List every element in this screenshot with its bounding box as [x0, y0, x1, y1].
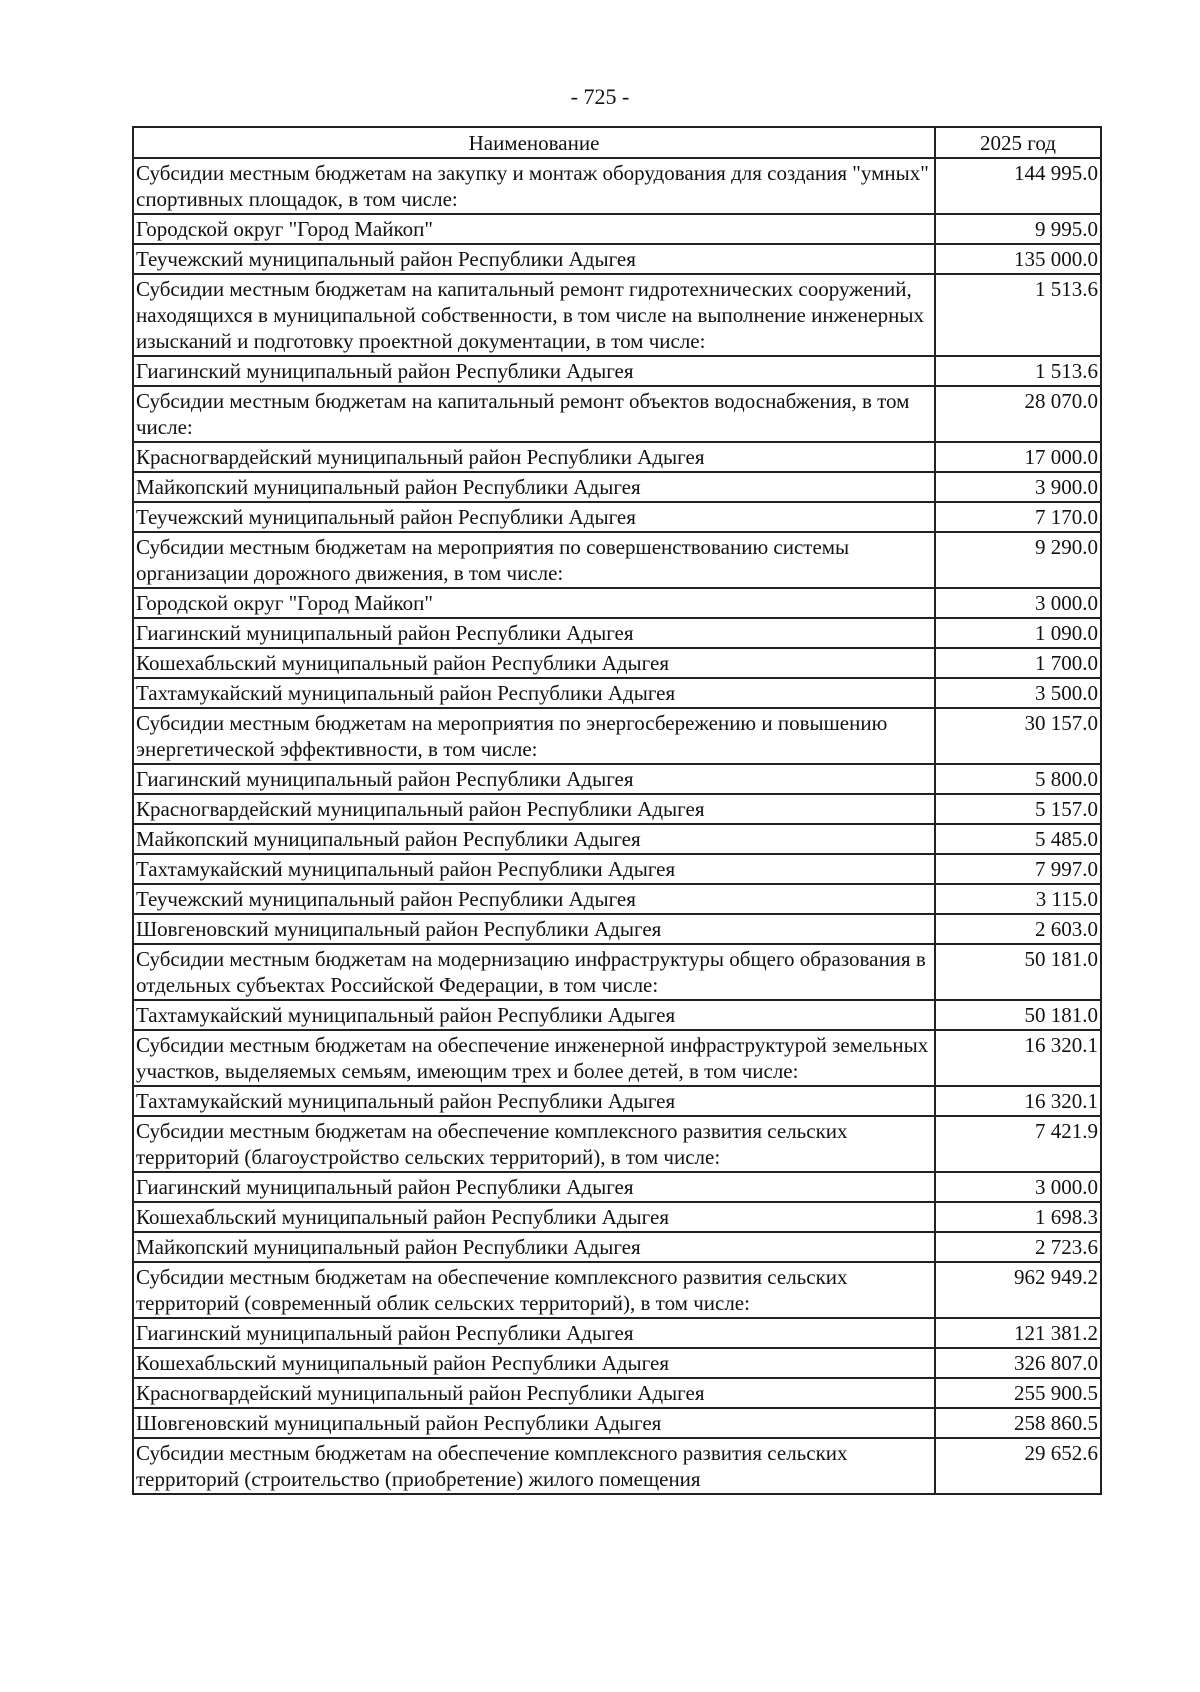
row-name: Субсидии местным бюджетам на обеспечение комплексного развития сельских территорий (благоустройство сельских территорий), в том числе:	[133, 1116, 935, 1172]
row-name: Кошехабльский муниципальный район Республики Адыгея	[133, 1348, 935, 1378]
row-value: 7 170.0	[935, 502, 1101, 532]
row-value: 3 000.0	[935, 588, 1101, 618]
table-row	[133, 1030, 1101, 1086]
row-value: 144 995.0	[935, 158, 1101, 214]
row-name: Субсидии местным бюджетам на капитальный ремонт гидротехнических сооружений, находящихся в муниципальной собственности, в том числе на выполнение инженерных изысканий и подготовку проектной документации, в том числе:	[133, 274, 935, 356]
table-row	[133, 588, 1101, 618]
row-value: 28 070.0	[935, 386, 1101, 442]
table-row	[133, 884, 1101, 914]
row-value: 1 700.0	[935, 648, 1101, 678]
row-value: 3 900.0	[935, 472, 1101, 502]
row-name: Субсидии местным бюджетам на мероприятия по совершенствованию системы организации дорожного движения, в том числе:	[133, 532, 935, 588]
row-value: 16 320.1	[935, 1086, 1101, 1116]
row-value: 5 800.0	[935, 764, 1101, 794]
row-name: Субсидии местным бюджетам на обеспечение комплексного развития сельских территорий (современный облик сельских территорий), в том числе:	[133, 1262, 935, 1318]
row-value: 326 807.0	[935, 1348, 1101, 1378]
row-value: 3 115.0	[935, 884, 1101, 914]
row-value: 9 290.0	[935, 532, 1101, 588]
row-value: 16 320.1	[935, 1030, 1101, 1086]
table-row	[133, 1172, 1101, 1202]
table-row	[133, 944, 1101, 1000]
row-value: 29 652.6	[935, 1438, 1101, 1494]
table-row	[133, 1348, 1101, 1378]
row-value: 258 860.5	[935, 1408, 1101, 1438]
row-name: Субсидии местным бюджетам на мероприятия по энергосбережению и повышению энергетической эффективности, в том числе:	[133, 708, 935, 764]
row-name: Субсидии местным бюджетам на капитальный ремонт объектов водоснабжения, в том числе:	[133, 386, 935, 442]
row-name: Гиагинский муниципальный район Республики Адыгея	[133, 764, 935, 794]
row-name: Майкопский муниципальный район Республики Адыгея	[133, 824, 935, 854]
row-name: Шовгеновский муниципальный район Республики Адыгея	[133, 914, 935, 944]
row-value: 50 181.0	[935, 944, 1101, 1000]
row-value: 5 157.0	[935, 794, 1101, 824]
table-row	[133, 1318, 1101, 1348]
row-name: Тахтамукайский муниципальный район Республики Адыгея	[133, 678, 935, 708]
row-value: 962 949.2	[935, 1262, 1101, 1318]
table-row	[133, 158, 1101, 214]
table-row	[133, 532, 1101, 588]
table-row	[133, 708, 1101, 764]
row-name: Тахтамукайский муниципальный район Республики Адыгея	[133, 1000, 935, 1030]
table-row	[133, 442, 1101, 472]
row-name: Гиагинский муниципальный район Республики Адыгея	[133, 1172, 935, 1202]
table-row	[133, 1378, 1101, 1408]
row-name: Шовгеновский муниципальный район Республики Адыгея	[133, 1408, 935, 1438]
row-name: Майкопский муниципальный район Республики Адыгея	[133, 1232, 935, 1262]
row-name: Субсидии местным бюджетам на модернизацию инфраструктуры общего образования в отдельных субъектах Российской Федерации, в том числе:	[133, 944, 935, 1000]
row-value: 5 485.0	[935, 824, 1101, 854]
row-name: Городской округ "Город Майкоп"	[133, 588, 935, 618]
row-value: 30 157.0	[935, 708, 1101, 764]
page-number: - 725 -	[570, 84, 630, 109]
row-value: 9 995.0	[935, 214, 1101, 244]
table-row	[133, 502, 1101, 532]
row-value: 2 603.0	[935, 914, 1101, 944]
row-name: Красногвардейский муниципальный район Республики Адыгея	[133, 442, 935, 472]
row-value: 1 090.0	[935, 618, 1101, 648]
budget-table	[132, 126, 1102, 1495]
row-name: Субсидии местным бюджетам на обеспечение инженерной инфраструктурой земельных участков, выделяемых семьям, имеющим трех и более детей, в том числе:	[133, 1030, 935, 1086]
row-name: Тахтамукайский муниципальный район Республики Адыгея	[133, 854, 935, 884]
table-row	[133, 794, 1101, 824]
row-value: 1 513.6	[935, 274, 1101, 356]
row-value: 135 000.0	[935, 244, 1101, 274]
table-row	[133, 1438, 1101, 1494]
table-row	[133, 648, 1101, 678]
table-header-row	[133, 127, 1101, 158]
table-row	[133, 1116, 1101, 1172]
table-body	[133, 158, 1101, 1494]
table-row	[133, 618, 1101, 648]
row-name: Гиагинский муниципальный район Республики Адыгея	[133, 356, 935, 386]
row-name: Теучежский муниципальный район Республики Адыгея	[133, 244, 935, 274]
table-row	[133, 914, 1101, 944]
table-row	[133, 678, 1101, 708]
row-value: 2 723.6	[935, 1232, 1101, 1262]
table-row	[133, 1408, 1101, 1438]
row-name: Кошехабльский муниципальный район Республики Адыгея	[133, 1202, 935, 1232]
table-row	[133, 824, 1101, 854]
row-name: Городской округ "Город Майкоп"	[133, 214, 935, 244]
table-row	[133, 1000, 1101, 1030]
table-row	[133, 1262, 1101, 1318]
row-value: 1 513.6	[935, 356, 1101, 386]
table-row	[133, 854, 1101, 884]
table-row	[133, 356, 1101, 386]
header-name: Наименование	[133, 127, 935, 158]
row-name: Теучежский муниципальный район Республики Адыгея	[133, 502, 935, 532]
row-name: Гиагинский муниципальный район Республики Адыгея	[133, 618, 935, 648]
table-row	[133, 274, 1101, 356]
header-year: 2025 год	[935, 127, 1101, 158]
row-value: 3 500.0	[935, 678, 1101, 708]
table-row	[133, 214, 1101, 244]
table-row	[133, 1086, 1101, 1116]
row-name: Субсидии местным бюджетам на закупку и монтаж оборудования для создания "умных" спортивных площадок, в том числе:	[133, 158, 935, 214]
row-name: Теучежский муниципальный район Республики Адыгея	[133, 884, 935, 914]
table-row	[133, 764, 1101, 794]
row-name: Майкопский муниципальный район Республики Адыгея	[133, 472, 935, 502]
row-name: Кошехабльский муниципальный район Республики Адыгея	[133, 648, 935, 678]
row-name: Тахтамукайский муниципальный район Республики Адыгея	[133, 1086, 935, 1116]
row-name: Красногвардейский муниципальный район Республики Адыгея	[133, 1378, 935, 1408]
row-value: 50 181.0	[935, 1000, 1101, 1030]
row-value: 1 698.3	[935, 1202, 1101, 1232]
row-value: 17 000.0	[935, 442, 1101, 472]
row-name: Красногвардейский муниципальный район Республики Адыгея	[133, 794, 935, 824]
row-value: 7 997.0	[935, 854, 1101, 884]
row-value: 3 000.0	[935, 1172, 1101, 1202]
table-row	[133, 244, 1101, 274]
table-row	[133, 1202, 1101, 1232]
table-row	[133, 386, 1101, 442]
table-row	[133, 1232, 1101, 1262]
row-value: 7 421.9	[935, 1116, 1101, 1172]
row-value: 121 381.2	[935, 1318, 1101, 1348]
table-row	[133, 472, 1101, 502]
row-value: 255 900.5	[935, 1378, 1101, 1408]
row-name: Гиагинский муниципальный район Республики Адыгея	[133, 1318, 935, 1348]
row-name: Субсидии местным бюджетам на обеспечение комплексного развития сельских территорий (строительство (приобретение) жилого помещения	[133, 1438, 935, 1494]
